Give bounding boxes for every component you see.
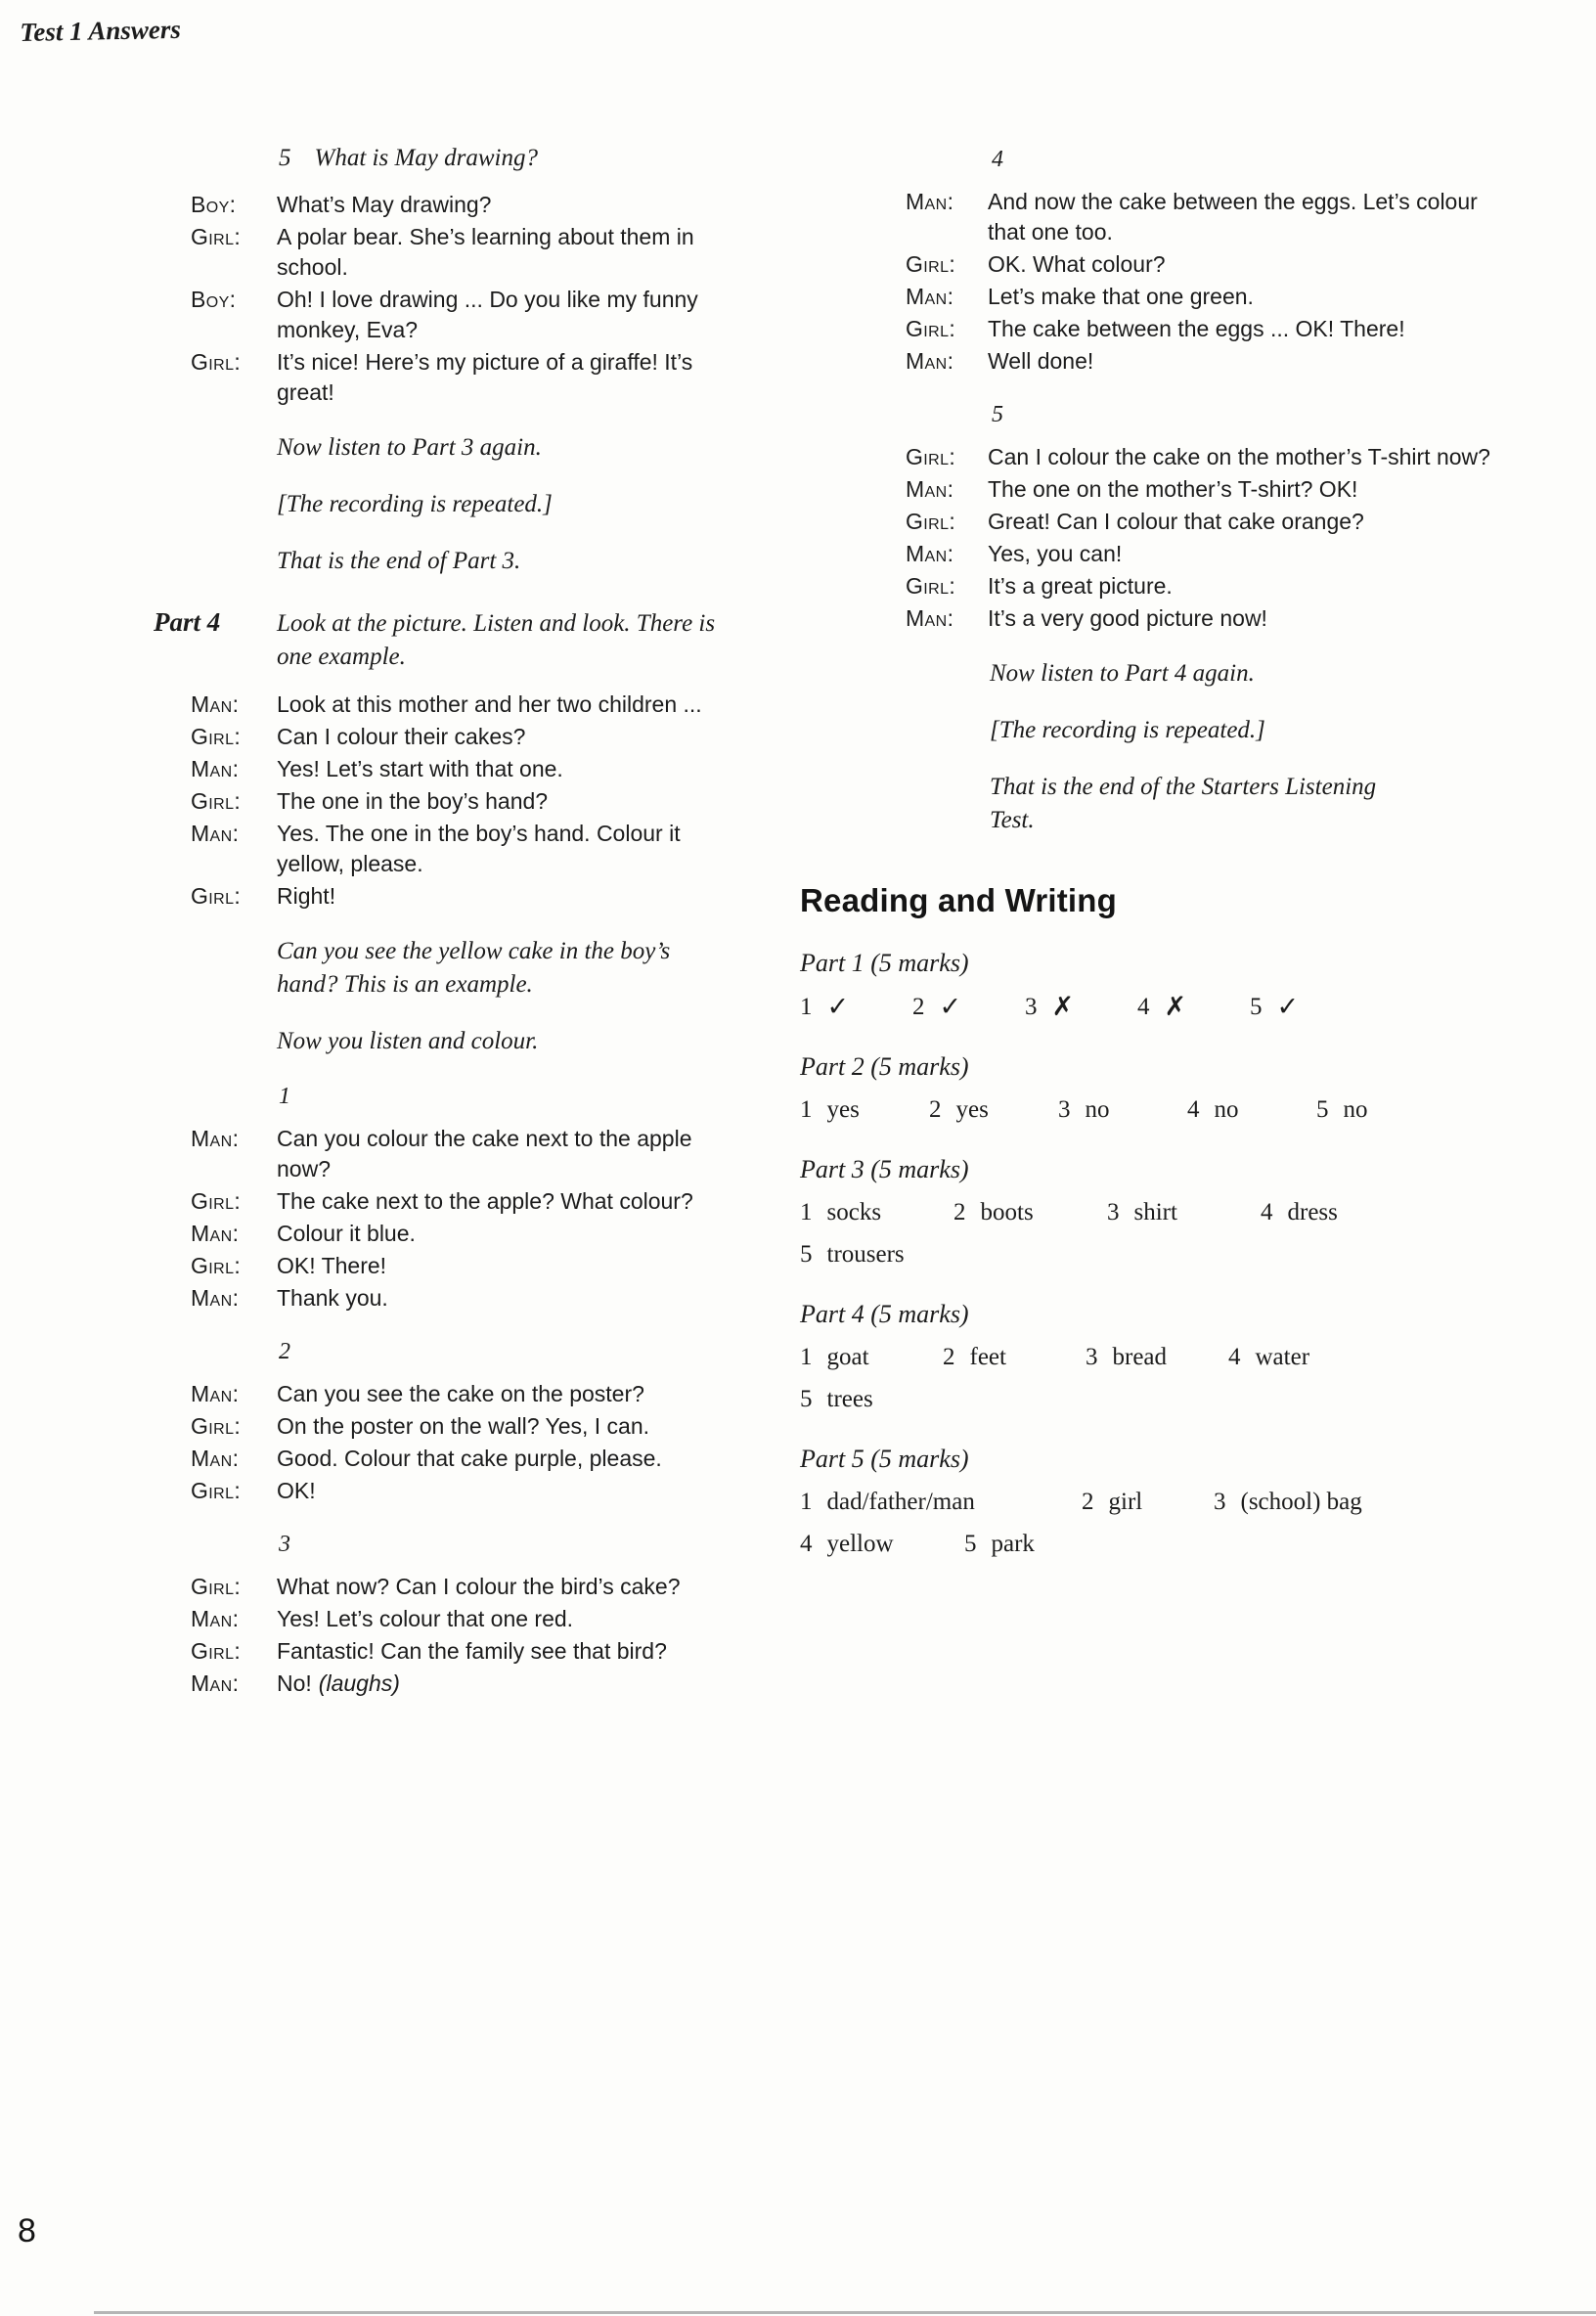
speaker-label: Boy:: [191, 192, 237, 217]
answer-row: [800, 990, 1499, 1023]
answer-part-title: Part 1 (5 marks): [800, 949, 969, 977]
dialogue-text: OK! There!: [277, 1253, 387, 1278]
speaker-label: Man:: [191, 1670, 240, 1696]
dialogue-text: A polar bear. She’s learning about them in school.: [277, 224, 694, 280]
answer-item: [912, 990, 1025, 1023]
dialogue-line: [800, 282, 1499, 312]
speaker-label: Man:: [191, 1126, 240, 1151]
speaker-label: Girl:: [191, 1478, 242, 1503]
answer-number: 4: [1187, 1096, 1200, 1123]
speaker-label: Girl:: [191, 724, 242, 749]
right-column: [800, 145, 1499, 1560]
dialogue-line: [154, 1476, 740, 1506]
answer-item: [800, 1238, 953, 1270]
speaker-label: Man:: [191, 756, 240, 781]
speaker-label: Man:: [906, 348, 954, 374]
dialogue-line: [154, 1186, 740, 1217]
answer-item: [800, 1341, 943, 1373]
dialogue-text: Yes! Let’s colour that one red.: [277, 1606, 574, 1631]
speaker-label: Girl:: [191, 1574, 242, 1599]
speaker-label: Girl:: [906, 444, 956, 469]
dialogue-line: [154, 285, 740, 345]
dialogue-block: [154, 1379, 740, 1506]
answer-value: trousers: [826, 1241, 905, 1268]
answer-number: 5: [1316, 1096, 1329, 1123]
answer-item: [1250, 990, 1362, 1023]
dialogue-text: The one in the boy’s hand?: [277, 788, 549, 814]
answer-item: [800, 1383, 943, 1415]
stage-direction: [The recording is repeated.]: [277, 491, 553, 517]
answer-item: [800, 1528, 964, 1560]
stage-direction: That is the end of the Starters Listening Test.: [990, 774, 1377, 833]
answer-value: ✗: [1051, 992, 1075, 1022]
speaker-label: Boy:: [191, 287, 237, 312]
answer-number: 1: [800, 994, 813, 1020]
stage-direction: Now you listen and colour.: [277, 1028, 539, 1054]
speaker-label: Girl:: [191, 883, 242, 909]
dialogue-text: On the poster on the wall? Yes, I can.: [277, 1413, 650, 1439]
answer-number: 3: [1107, 1199, 1120, 1225]
question-heading: [279, 145, 740, 172]
dialogue-text: Look at this mother and her two children ...: [277, 691, 702, 717]
speaker-label: Girl:: [906, 573, 956, 599]
dialogue-line: [154, 1283, 740, 1314]
answer-item: [1025, 990, 1137, 1023]
dialogue-text: Can I colour the cake on the mother’s T-shirt now?: [988, 444, 1490, 469]
speaker-label: Man:: [191, 1381, 240, 1406]
dialogue-text: Oh! I love drawing ... Do you like my funny monkey, Eva?: [277, 287, 698, 342]
speaker-label: Man:: [191, 821, 240, 846]
answer-row: [800, 1486, 1499, 1560]
answer-item: [1086, 1341, 1228, 1373]
answer-value: bread: [1112, 1344, 1168, 1370]
page-number: 8: [18, 2212, 36, 2249]
dialogue-line: [154, 1379, 740, 1409]
speaker-label: Man:: [191, 691, 240, 717]
dialogue-text: Yes! Let’s start with that one.: [277, 756, 563, 781]
answer-item: [1228, 1341, 1371, 1373]
dialogue-line: [800, 507, 1499, 537]
answer-part-1: [800, 949, 1499, 1023]
answer-part-3: [800, 1155, 1499, 1270]
left-column: [154, 145, 740, 1701]
answer-number: 4: [1228, 1344, 1241, 1370]
item-number: 1: [279, 1084, 290, 1109]
answer-part-2: [800, 1052, 1499, 1126]
answer-item: [800, 1196, 953, 1228]
dialogue-text: The cake next to the apple? What colour?: [277, 1188, 693, 1214]
speaker-label: Man:: [906, 189, 954, 214]
answer-row: [800, 1093, 1499, 1126]
dialogue-text: Can you colour the cake next to the apple now?: [277, 1126, 692, 1181]
dialogue-line: [154, 722, 740, 752]
dialogue-text: It’s nice! Here’s my picture of a giraffe! It’s great!: [277, 349, 693, 405]
dialogue-line: [154, 1251, 740, 1281]
speaker-label: Man:: [906, 605, 954, 631]
answer-item: [1187, 1093, 1316, 1126]
answer-number: 1: [800, 1096, 813, 1123]
dialogue-text: Can you see the cake on the poster?: [277, 1381, 644, 1406]
dialogue-text: The cake between the eggs ... OK! There!: [988, 316, 1405, 341]
dialogue-line: [800, 571, 1499, 601]
answer-number: 2: [943, 1344, 955, 1370]
answer-value: water: [1255, 1344, 1310, 1370]
speaker-label: Girl:: [191, 349, 242, 375]
dialogue-line: [800, 442, 1499, 472]
dialogue-text: Colour it blue.: [277, 1221, 416, 1246]
answer-number: 1: [800, 1344, 813, 1370]
answer-value: ✓: [939, 992, 962, 1022]
answer-item: [943, 1341, 1086, 1373]
answer-part-5: [800, 1445, 1499, 1560]
answer-item: [1214, 1486, 1448, 1518]
answer-value: trees: [826, 1386, 873, 1412]
dialogue-line: [154, 819, 740, 879]
answer-item: [1082, 1486, 1214, 1518]
dialogue-line: [154, 222, 740, 283]
dialogue-text: Right!: [277, 883, 336, 909]
speaker-label: Girl:: [906, 509, 956, 534]
answer-item: [953, 1196, 1107, 1228]
answer-item: [964, 1528, 1035, 1560]
dialogue-line: [154, 1604, 740, 1634]
answer-number: 1: [800, 1199, 813, 1225]
answer-item: [1261, 1196, 1414, 1228]
dialogue-line: [800, 187, 1499, 247]
dialogue-text: No! (laughs): [277, 1670, 400, 1696]
dialogue-line: [154, 1124, 740, 1184]
dialogue-line: [154, 347, 740, 408]
dialogue-text: The one on the mother’s T-shirt? OK!: [988, 476, 1358, 502]
answer-value: yellow: [826, 1531, 894, 1557]
stage-direction: Now listen to Part 4 again.: [990, 660, 1255, 687]
dialogue-text: What now? Can I colour the bird’s cake?: [277, 1574, 681, 1599]
dialogue-line: [154, 1411, 740, 1442]
dialogue-text: Great! Can I colour that cake orange?: [988, 509, 1364, 534]
dialogue-text: Let’s make that one green.: [988, 284, 1254, 309]
answer-number: 2: [1082, 1489, 1094, 1515]
dialogue-line: [800, 249, 1499, 280]
answer-value: ✓: [826, 992, 850, 1022]
dialogue-line: [154, 1444, 740, 1474]
answer-value: dress: [1287, 1199, 1338, 1225]
speaker-label: Man:: [906, 476, 954, 502]
answer-part-4: [800, 1300, 1499, 1415]
dialogue-text: Can I colour their cakes?: [277, 724, 526, 749]
dialogue-block: [154, 190, 740, 408]
answer-value: no: [1214, 1096, 1239, 1123]
answer-value: girl: [1108, 1489, 1143, 1515]
answer-part-title: Part 2 (5 marks): [800, 1052, 969, 1081]
answer-item: [1107, 1196, 1261, 1228]
reading-writing-heading: Reading and Writing: [800, 882, 1118, 918]
answer-row: [800, 1341, 1499, 1415]
answer-item: [1137, 990, 1250, 1023]
dialogue-line: [800, 346, 1499, 377]
answer-part-title: Part 4 (5 marks): [800, 1300, 969, 1328]
stage-direction: Can you see the yellow cake in the boy’s hand? This is an example.: [277, 938, 671, 998]
answer-number: 4: [1261, 1199, 1273, 1225]
answer-value: no: [1343, 1096, 1368, 1123]
question-number: 5: [279, 145, 291, 171]
dialogue-block: [154, 690, 740, 912]
dialogue-text: What’s May drawing?: [277, 192, 492, 217]
item-number: 5: [992, 402, 1003, 427]
stage-direction: That is the end of Part 3.: [277, 548, 521, 574]
dialogue-line: [800, 539, 1499, 569]
answer-item: [800, 1093, 929, 1126]
answer-number: 3: [1025, 994, 1038, 1020]
answer-value: yes: [826, 1096, 860, 1123]
answer-part-title: Part 3 (5 marks): [800, 1155, 969, 1183]
stage-direction: [The recording is repeated.]: [990, 717, 1265, 743]
answer-number: 5: [800, 1386, 813, 1412]
dialogue-text: Fantastic! Can the family see that bird?: [277, 1638, 667, 1664]
answer-number: 2: [929, 1096, 942, 1123]
answer-value: boots: [980, 1199, 1034, 1225]
answer-number: 5: [800, 1241, 813, 1268]
answer-number: 5: [964, 1531, 977, 1557]
speaker-label: Man:: [191, 1221, 240, 1246]
dialogue-block: [800, 442, 1499, 634]
dialogue-text: Yes. The one in the boy’s hand. Colour it yellow, please.: [277, 821, 681, 876]
answer-value: ✗: [1164, 992, 1187, 1022]
answer-value: goat: [826, 1344, 869, 1370]
dialogue-line: [154, 881, 740, 912]
stage-aside: (laughs): [318, 1670, 400, 1696]
dialogue-line: [154, 1572, 740, 1602]
dialogue-line: [154, 190, 740, 220]
speaker-label: Man:: [906, 284, 954, 309]
answer-number: 5: [1250, 994, 1263, 1020]
item-number: 2: [279, 1339, 290, 1364]
speaker-label: Girl:: [191, 1413, 242, 1439]
answer-value: feet: [969, 1344, 1006, 1370]
dialogue-text: Thank you.: [277, 1285, 388, 1311]
answer-value: socks: [826, 1199, 882, 1225]
dialogue-line: [154, 754, 740, 784]
dialogue-line: [154, 1219, 740, 1249]
dialogue-text: OK!: [277, 1478, 316, 1503]
answer-item: [800, 1486, 1082, 1518]
dialogue-text: Well done!: [988, 348, 1094, 374]
speaker-label: Man:: [906, 541, 954, 566]
speaker-label: Man:: [191, 1606, 240, 1631]
answer-value: park: [991, 1531, 1035, 1557]
speaker-label: Man:: [191, 1285, 240, 1311]
dialogue-text: Yes, you can!: [988, 541, 1123, 566]
answer-number: 1: [800, 1489, 813, 1515]
speaker-label: Girl:: [906, 316, 956, 341]
dialogue-block: [154, 1572, 740, 1699]
speaker-label: Girl:: [191, 224, 242, 249]
answer-item: [1316, 1093, 1445, 1126]
answer-value: no: [1085, 1096, 1110, 1123]
page-header: Test 1 Answers: [20, 14, 182, 47]
answer-number: 2: [953, 1199, 966, 1225]
dialogue-text: It’s a great picture.: [988, 573, 1173, 599]
part-label: Part 4: [154, 607, 221, 637]
speaker-label: Girl:: [191, 1253, 242, 1278]
answer-value: (school) bag: [1240, 1489, 1362, 1515]
speaker-label: Girl:: [191, 1188, 242, 1214]
dialogue-block: [154, 1124, 740, 1314]
speaker-label: Girl:: [191, 1638, 242, 1664]
part-instructions: Look at the picture. Listen and look. There is one example.: [277, 610, 716, 670]
answer-number: 3: [1214, 1489, 1226, 1515]
dialogue-line: [154, 786, 740, 817]
answer-number: 4: [800, 1531, 813, 1557]
answer-part-title: Part 5 (5 marks): [800, 1445, 969, 1473]
stage-direction: Now listen to Part 3 again.: [277, 434, 542, 461]
scan-edge-artifact: [94, 2311, 1596, 2314]
speaker-label: Girl:: [906, 251, 956, 277]
question-text: What is May drawing?: [314, 145, 538, 171]
speaker-label: Man:: [191, 1446, 240, 1471]
answer-row: [800, 1196, 1499, 1270]
answer-number: 4: [1137, 994, 1150, 1020]
answer-value: dad/father/man: [826, 1489, 975, 1515]
answer-value: yes: [955, 1096, 989, 1123]
answer-number: 2: [912, 994, 925, 1020]
dialogue-line: [800, 603, 1499, 634]
answer-item: [1058, 1093, 1187, 1126]
item-number: 3: [279, 1532, 290, 1557]
answer-item: [929, 1093, 1058, 1126]
answer-item: [800, 990, 912, 1023]
dialogue-line: [800, 314, 1499, 344]
answer-value: shirt: [1133, 1199, 1177, 1225]
dialogue-line: [154, 1669, 740, 1699]
answer-number: 3: [1086, 1344, 1098, 1370]
dialogue-text: OK. What colour?: [988, 251, 1166, 277]
dialogue-text: And now the cake between the eggs. Let’s colour that one too.: [988, 189, 1478, 245]
item-number: 4: [992, 147, 1003, 172]
part-heading: [154, 607, 740, 674]
answer-number: 3: [1058, 1096, 1071, 1123]
dialogue-text: Good. Colour that cake purple, please.: [277, 1446, 662, 1471]
dialogue-line: [154, 1636, 740, 1667]
dialogue-line: [154, 690, 740, 720]
speaker-label: Girl:: [191, 788, 242, 814]
answer-value: ✓: [1276, 992, 1300, 1022]
dialogue-text: It’s a very good picture now!: [988, 605, 1267, 631]
dialogue-line: [800, 474, 1499, 505]
dialogue-block: [800, 187, 1499, 377]
